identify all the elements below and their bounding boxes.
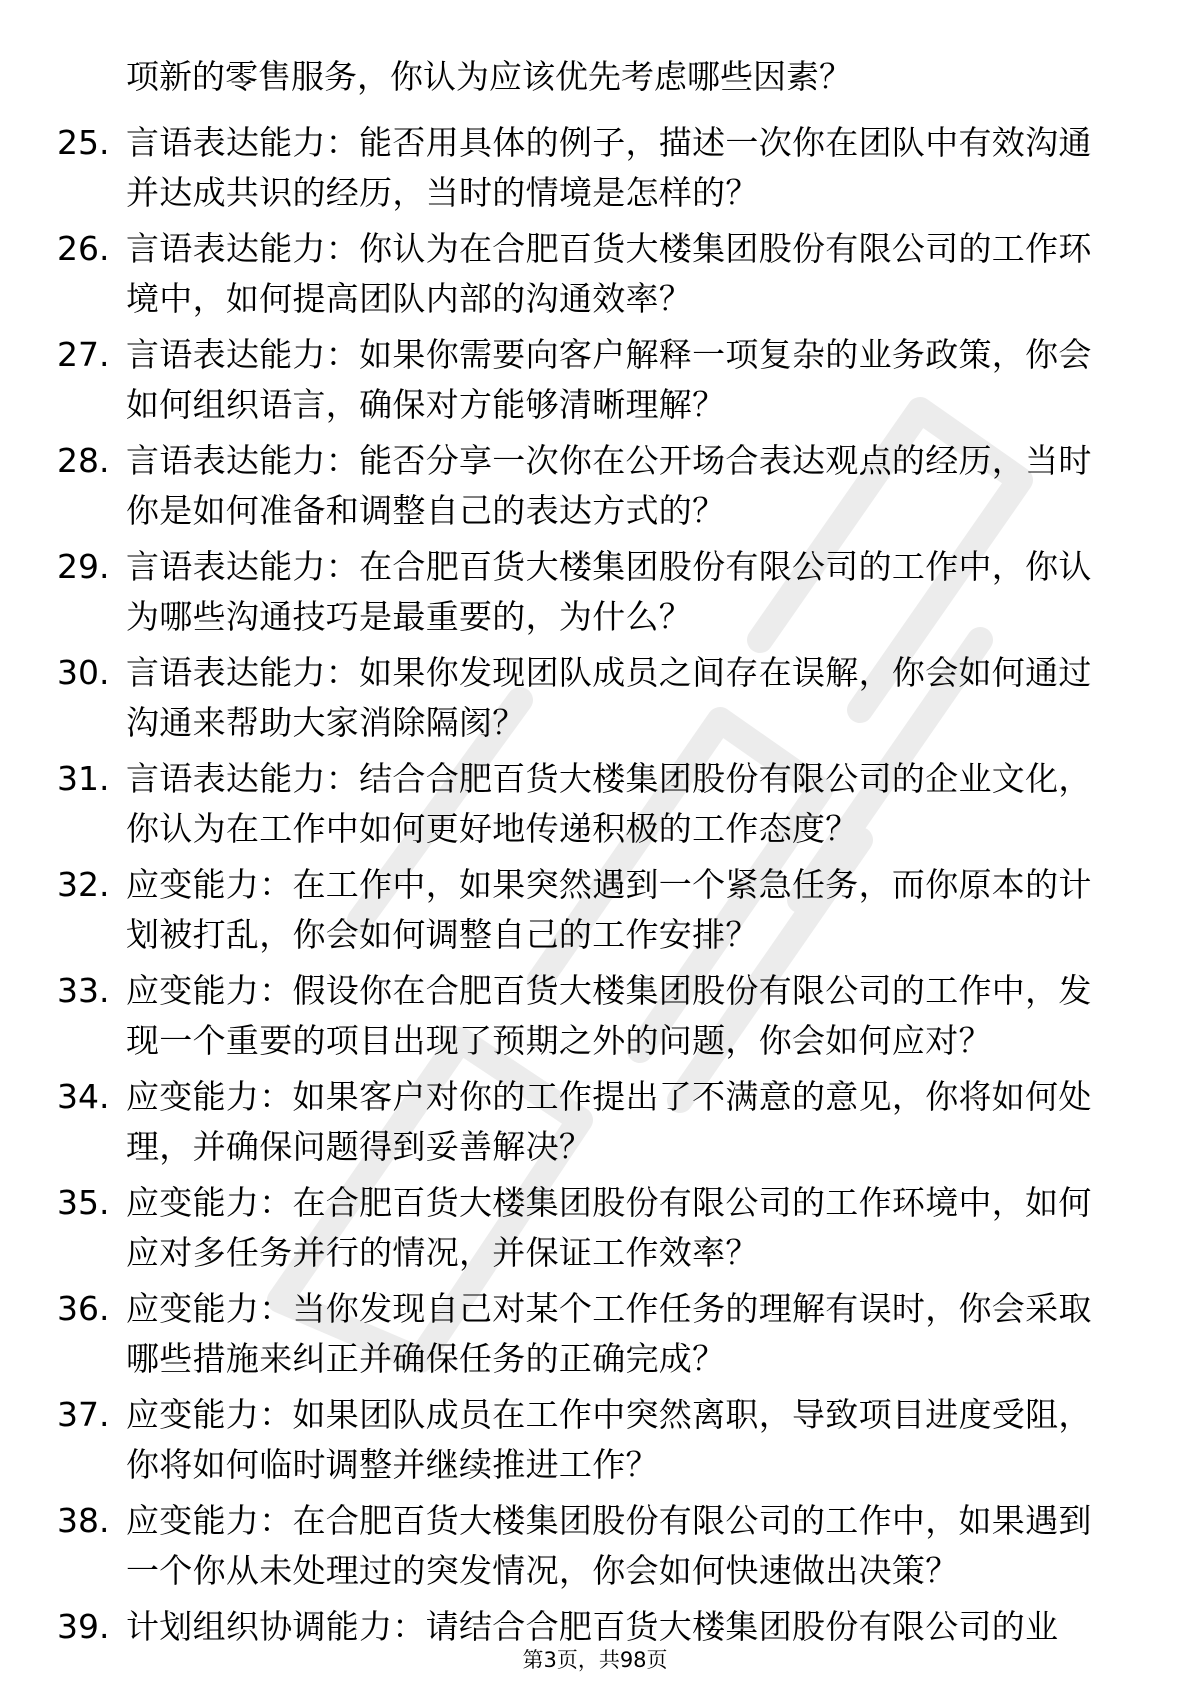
question-number: 34. [57, 1077, 110, 1116]
question-number: 38. [57, 1501, 110, 1540]
question-text: 应变能力：如果团队成员在工作中突然离职，导致项目进度受阻，你将如何临时调整并继续推进工作？ [126, 1395, 1092, 1484]
question-item [0, 542, 1190, 648]
question-text: 言语表达能力：能否用具体的例子，描述一次你在团队中有效沟通并达成共识的经历，当时的情境是怎样的？ [126, 123, 1092, 212]
question-item [0, 648, 1190, 754]
question-item [0, 1072, 1190, 1178]
question-text: 应变能力：在合肥百货大楼集团股份有限公司的工作中，如果遇到一个你从未处理过的突发情况，你会如何快速做出决策？ [126, 1501, 1092, 1590]
question-item [0, 330, 1190, 436]
question-number: 35. [57, 1183, 110, 1222]
question-item [0, 754, 1190, 860]
question-item [0, 1496, 1190, 1602]
question-number: 31. [57, 759, 110, 798]
question-text: 应变能力：假设你在合肥百货大楼集团股份有限公司的工作中，发现一个重要的项目出现了预期之外的问题，你会如何应对？ [126, 971, 1092, 1060]
question-number: 26. [57, 229, 110, 268]
question-text: 言语表达能力：在合肥百货大楼集团股份有限公司的工作中，你认为哪些沟通技巧是最重要的，为什么？ [126, 547, 1092, 636]
question-text: 言语表达能力：如果你发现团队成员之间存在误解，你会如何通过沟通来帮助大家消除隔阂？ [126, 653, 1092, 742]
question-item [0, 1390, 1190, 1496]
question-number: 30. [57, 653, 110, 692]
question-text: 应变能力：如果客户对你的工作提出了不满意的意见，你将如何处理，并确保问题得到妥善解决？ [126, 1077, 1092, 1166]
question-number: 39. [57, 1607, 110, 1646]
question-number: 29. [57, 547, 110, 586]
question-text: 计划组织协调能力：请结合合肥百货大楼集团股份有限公司的业 [126, 1607, 1059, 1646]
question-text: 言语表达能力：你认为在合肥百货大楼集团股份有限公司的工作环境中，如何提高团队内部的沟通效率？ [126, 229, 1092, 318]
question-number: 25. [57, 123, 110, 162]
question-item [0, 860, 1190, 966]
question-item [0, 1178, 1190, 1284]
question-number: 36. [57, 1289, 110, 1328]
question-item [0, 436, 1190, 542]
page-number: 第3页，共98页 [522, 1648, 668, 1672]
question-number: 33. [57, 971, 110, 1010]
question-list [0, 118, 1190, 1708]
question-text: 言语表达能力：结合合肥百货大楼集团股份有限公司的企业文化，你认为在工作中如何更好地传递积极的工作态度？ [126, 759, 1092, 848]
question-text: 应变能力：当你发现自己对某个工作任务的理解有误时，你会采取哪些措施来纠正并确保任务的正确完成？ [126, 1289, 1092, 1378]
continuation-text: 项新的零售服务，你认为应该优先考虑哪些因素？ [126, 57, 852, 96]
question-number: 27. [57, 335, 110, 374]
question-item [0, 966, 1190, 1072]
question-item [0, 224, 1190, 330]
question-number: 32. [57, 865, 110, 904]
question-text: 言语表达能力：能否分享一次你在公开场合表达观点的经历，当时你是如何准备和调整自己的表达方式的？ [126, 441, 1092, 530]
question-text: 言语表达能力：如果你需要向客户解释一项复杂的业务政策，你会如何组织语言，确保对方能够清晰理解？ [126, 335, 1092, 424]
question-text: 应变能力：在工作中，如果突然遇到一个紧急任务，而你原本的计划被打乱，你会如何调整自己的工作安排？ [126, 865, 1092, 954]
question-number: 28. [57, 441, 110, 480]
question-item [0, 1284, 1190, 1390]
question-item [0, 118, 1190, 224]
question-number: 37. [57, 1395, 110, 1434]
question-text: 应变能力：在合肥百货大楼集团股份有限公司的工作环境中，如何应对多任务并行的情况，并保证工作效率？ [126, 1183, 1092, 1272]
